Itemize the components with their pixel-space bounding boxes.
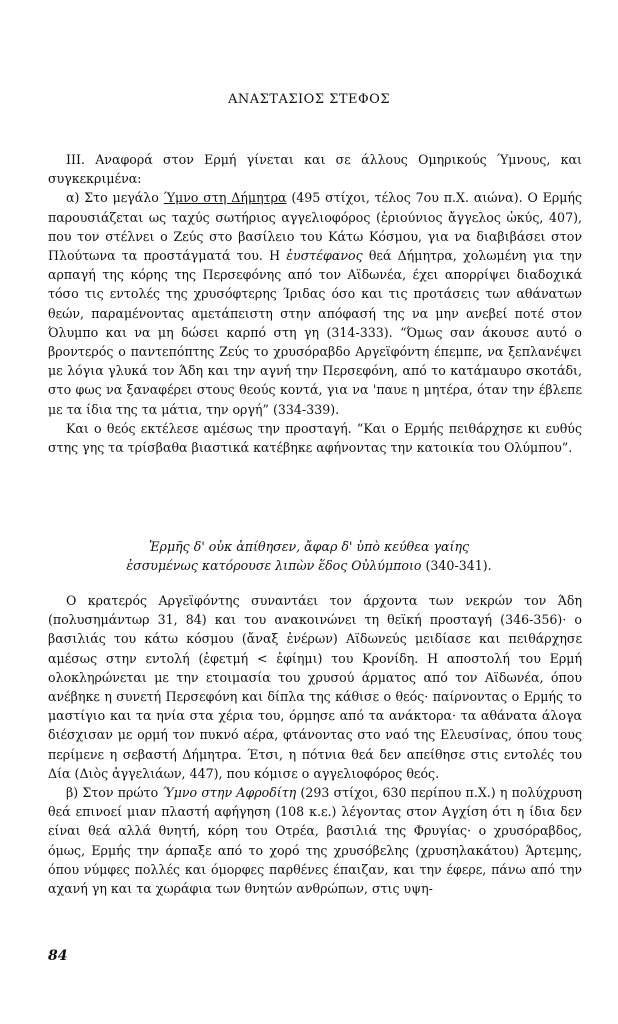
paragraph-text: (293 στίχοι, 630 περίπου π.Χ.) η πολύχρυση θεά επινοεί μιαν πλαστή αφήγηση (108 κ.ε.) λέγοντας στον Αγχίση ότι η ίδια δεν είναι θεά αλλά θνητή, κόρη του Οτρέα, βασιλιά της Φρυγίας· ο χρυσόραβδος, όμως, Ερμής την άρπαξε από το χορό της χρυσόβελης (χρυσηλακάτου) Άρτεμης, όπου νύμφες πολλές και όμορφες παρθένες έπαιζαν, και την έφερε, πάνω από την αχανή γη και τα χωράφια των θνητών ανθρώπων, στις υψη-	[48, 785, 582, 897]
verse-line-2	[0, 556, 618, 575]
running-header: ΑΝΑΣΤΑΣΙΟΣ ΣΤΕΦΟΣ	[227, 92, 391, 107]
verse-reference: (340-341).	[421, 558, 492, 574]
hymn-aphrodite-title: Ύμνο στην Αφροδίτη	[162, 785, 297, 801]
paragraph-obey: Και ο θεός εκτέλεσε αμέσως την προσταγή. “Και ο Ερμής πειθάρχησε κι ευθύς στης γης τα τρίσβαθα βιαστικά κατέβηκε αφήνοντας την κατοικία του Ολύμπου”.	[48, 420, 582, 456]
paragraph-hymn-aphrodite	[48, 783, 582, 898]
verse-line-2-text: ἐσσυμένως κατόρουσε λιπὼν ἕδος Οὐλύμποιο	[126, 558, 422, 574]
paragraph-hades: Ο κρατερός Αργεϊφόντης συναντάει τον άρχοντα των νεκρών τον Άδη (πολυσημάντωρ 31, 84) και του ανακοινώνει τη θεϊκή προσταγή (346-356)· ο βασιλιάς του κάτω κόσμου (ἄναξ ἐνέρων) Αϊδωνεύς μειδίασε και πειθάρχησε αμέσως στην εντολή (ἐφετμή < ἐφίημι) του Κρονίδη. Η αποστολή του Ερμή ολοκληρώνεται με την ετοιμασία του χρυσού άρματος από τον Αϊδωνέα, όπου ανέβηκε η συνετή Περσεφόνη και δίπλα της κάθισε ο θεός· παίρνοντας ο Ερμής το μαστίγιο και τα ηνία στα χέρια του, όρμησε από τα ανάκτορα· τα αθάνατα άλογα διέσχισαν με ορμή τον πυκνό αέρα, φτάνοντας στο ναό της Ελευσίνας, όπου τους περίμενε η σεβαστή Δήμητρα. Έτσι, η πότνια θεά δεν απείθησε στις εντολές του Δία (Διὸς ἀγγελιάων, 447), που κόμισε ο αγγελιοφόρος θεός.	[48, 593, 582, 781]
section-number: ΙΙΙ.	[66, 152, 85, 167]
paragraph-hymn-demeter	[48, 188, 582, 418]
paragraph-text: α) Στο μεγάλο	[66, 190, 164, 206]
paragraph-intro-text: Αναφορά στον Ερμή γίνεται και σε άλλους Ομηρικούς Ύμνους, και συγκεκριμένα:	[48, 152, 582, 187]
text-block-upper	[48, 150, 582, 457]
italic-epithet: ἐυστέφανος	[286, 248, 363, 264]
paragraph-text: (495 στίχοι, τέλος 7ου π.Χ. αιώνα). Ο Ερμής παρουσιάζεται ως ταχύς σωτήριος αγγελιοφόρος (ἐριούνιος ἄγγελος ὠκύς, 407), που τον στέλνει ο Ζεύς στο βασίλειο του Κάτω Κόσμου, για να διαβιβάσει στον Πλούτωνα τα προστάγματά του. Η	[48, 190, 583, 264]
text-block-lower	[48, 591, 582, 898]
page-number: 84	[48, 948, 68, 964]
verse-line-1: Ἑρμῆς δ' οὐκ ἀπίθησεν, ἄφαρ δ' ὑπὸ κεύθεα γαίης	[148, 539, 470, 554]
hymn-demeter-title: Ύμνο στη Δήμητρα	[163, 190, 287, 206]
paragraph-text: β) Στον πρώτο	[66, 785, 163, 801]
paragraph-text: θεά Δήμητρα, χολωμένη για την αρπαγή της κόρης της Περσεφόνης από τον Αϊδωνέα, έχει απορρίψει διαδοχικά τόσο τις εντολές της χρυσόφτερης Ίριδας όσο και τις προτάσεις των αθάνατων θεών, παραμένοντας αμετάπειστη στην απόφασή της να μην ανεβεί ποτέ στον Όλυμπο και να μη δώσει καρπό στη γη (314-333). “Όμως σαν άκουσε αυτό ο βροντερός ο παντεπόπτης Ζεύς το χρυσόραβδο Αργεϊφόντη έπεμπε, να ξεπλανέψει με λόγια γλυκά τον Άδη και την αγνή την Περσεφόνη, από το κατάμαυρο σκοτάδι, στο φως να ξαναφέρει στους θεούς κοντά, για να 'παυε η μητέρα, όταν την έβλεπε με τα ίδια της τα μάτια, την οργή” (334-339).	[48, 248, 583, 417]
paragraph-intro	[48, 150, 582, 188]
greek-verse-quote	[0, 537, 618, 575]
